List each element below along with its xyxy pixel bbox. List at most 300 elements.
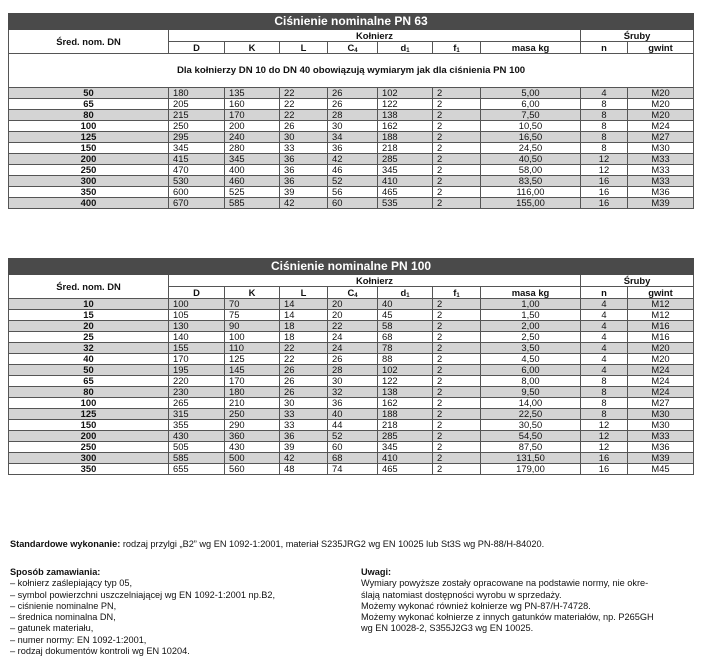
value-cell: 24: [328, 332, 378, 343]
value-cell: 2: [433, 442, 481, 453]
value-cell: 30,50: [481, 420, 581, 431]
value-cell: 30: [328, 376, 378, 387]
value-cell: 410: [378, 176, 433, 187]
value-cell: 250: [225, 409, 280, 420]
value-cell: 4: [581, 310, 628, 321]
value-cell: 8: [581, 99, 628, 110]
list-item: – gatunek materiału,: [10, 623, 345, 634]
value-cell: 195: [169, 365, 225, 376]
value-cell: 2: [433, 143, 481, 154]
remark-line: Możemy wykonać kołnierze z innych gatunków materiałów, np. P265GH: [361, 612, 654, 623]
table-row: [9, 453, 694, 464]
value-cell: 100: [169, 299, 225, 310]
value-cell: 230: [169, 387, 225, 398]
value-cell: M27: [628, 398, 694, 409]
value-cell: 1,00: [481, 299, 581, 310]
value-cell: 28: [328, 110, 378, 121]
value-cell: 22: [280, 343, 328, 354]
value-cell: 2: [433, 354, 481, 365]
value-cell: 465: [378, 464, 433, 475]
value-cell: 250: [169, 121, 225, 132]
dn-header: Śred. nom. DN: [9, 30, 169, 54]
value-cell: 280: [225, 143, 280, 154]
value-cell: 28: [328, 365, 378, 376]
value-cell: 16: [581, 198, 628, 209]
value-cell: 36: [328, 143, 378, 154]
value-cell: 240: [225, 132, 280, 143]
value-cell: 18: [280, 321, 328, 332]
list-item: – ciśnienie nominalne PN,: [10, 601, 345, 612]
col-f1: $f_1$: [433, 287, 481, 299]
value-cell: 2: [433, 176, 481, 187]
table-row: [9, 365, 694, 376]
value-cell: 355: [169, 420, 225, 431]
dn-cell: 100: [9, 398, 169, 409]
list-item: – symbol powierzchni uszczelniającej wg EN 1092-1:2001 np.B2,: [10, 590, 345, 601]
list-item: – numer normy: EN 1092-1:2001,: [10, 635, 345, 646]
value-cell: 18: [280, 332, 328, 343]
value-cell: 22: [280, 99, 328, 110]
value-cell: 285: [378, 431, 433, 442]
value-cell: 8: [581, 398, 628, 409]
value-cell: M16: [628, 332, 694, 343]
value-cell: 2: [433, 198, 481, 209]
value-cell: 14: [280, 310, 328, 321]
value-cell: M27: [628, 132, 694, 143]
value-cell: 16: [581, 187, 628, 198]
value-cell: 170: [169, 354, 225, 365]
dn-cell: 125: [9, 132, 169, 143]
value-cell: 200: [225, 121, 280, 132]
value-cell: M20: [628, 110, 694, 121]
table-row: [9, 198, 694, 209]
table-row: [9, 431, 694, 442]
value-cell: 135: [225, 88, 280, 99]
value-cell: 40: [378, 299, 433, 310]
table-row: [9, 398, 694, 409]
dn-cell: 300: [9, 176, 169, 187]
dn-cell: 10: [9, 299, 169, 310]
value-cell: 2: [433, 376, 481, 387]
value-cell: 14: [280, 299, 328, 310]
dn-cell: 125: [9, 409, 169, 420]
value-cell: 2: [433, 321, 481, 332]
table-row: [9, 376, 694, 387]
table-row: [9, 99, 694, 110]
value-cell: 60: [328, 442, 378, 453]
sruby-header: Śruby: [581, 30, 694, 42]
value-cell: 560: [225, 464, 280, 475]
value-cell: 4: [581, 332, 628, 343]
value-cell: 180: [169, 88, 225, 99]
value-cell: M20: [628, 88, 694, 99]
table-row: [9, 154, 694, 165]
value-cell: 655: [169, 464, 225, 475]
value-cell: M39: [628, 198, 694, 209]
value-cell: 2: [433, 299, 481, 310]
value-cell: 2,00: [481, 321, 581, 332]
col-K: K: [225, 42, 280, 54]
value-cell: 460: [225, 176, 280, 187]
col-n: n: [581, 287, 628, 299]
value-cell: 22,50: [481, 409, 581, 420]
table-row: [9, 110, 694, 121]
value-cell: 465: [378, 187, 433, 198]
value-cell: M36: [628, 187, 694, 198]
value-cell: 170: [225, 376, 280, 387]
value-cell: 2: [433, 310, 481, 321]
value-cell: 36: [280, 431, 328, 442]
value-cell: 24: [328, 343, 378, 354]
value-cell: 670: [169, 198, 225, 209]
value-cell: 110: [225, 343, 280, 354]
list-item: – średnica nominalna DN,: [10, 612, 345, 623]
table-row: [9, 176, 694, 187]
value-cell: 410: [378, 453, 433, 464]
table-row: [9, 121, 694, 132]
ordering-list: [10, 578, 345, 657]
sruby-header: Śruby: [581, 275, 694, 287]
value-cell: 8: [581, 121, 628, 132]
value-cell: M33: [628, 176, 694, 187]
value-cell: 54,50: [481, 431, 581, 442]
value-cell: 1,50: [481, 310, 581, 321]
value-cell: 2: [433, 99, 481, 110]
value-cell: 7,50: [481, 110, 581, 121]
pn100-body: [9, 299, 694, 475]
value-cell: M30: [628, 143, 694, 154]
value-cell: 58: [378, 321, 433, 332]
value-cell: 4: [581, 321, 628, 332]
value-cell: 188: [378, 409, 433, 420]
value-cell: 36: [328, 398, 378, 409]
value-cell: 44: [328, 420, 378, 431]
value-cell: 12: [581, 165, 628, 176]
value-cell: 74: [328, 464, 378, 475]
value-cell: 430: [225, 442, 280, 453]
table-row: [9, 354, 694, 365]
value-cell: 360: [225, 431, 280, 442]
standard-label: Standardowe wykonanie:: [10, 539, 121, 549]
value-cell: 12: [581, 154, 628, 165]
value-cell: 4: [581, 365, 628, 376]
value-cell: 400: [225, 165, 280, 176]
dn-cell: 250: [9, 165, 169, 176]
value-cell: 2: [433, 409, 481, 420]
col-d1: $d_1$: [378, 42, 433, 54]
value-cell: 48: [280, 464, 328, 475]
dn-header: Śred. nom. DN: [9, 275, 169, 299]
list-item: – kołnierz zaślepiający typ 05,: [10, 578, 345, 589]
col-masa: masa kg: [481, 287, 581, 299]
value-cell: 2: [433, 165, 481, 176]
value-cell: 12: [581, 420, 628, 431]
value-cell: 22: [280, 88, 328, 99]
table-row: [9, 442, 694, 453]
value-cell: 345: [378, 165, 433, 176]
value-cell: M24: [628, 376, 694, 387]
value-cell: 345: [378, 442, 433, 453]
value-cell: 24,50: [481, 143, 581, 154]
table-row: [9, 332, 694, 343]
value-cell: 2: [433, 431, 481, 442]
value-cell: 22: [328, 321, 378, 332]
value-cell: 42: [280, 198, 328, 209]
value-cell: 2: [433, 88, 481, 99]
value-cell: M12: [628, 310, 694, 321]
value-cell: 75: [225, 310, 280, 321]
value-cell: 105: [169, 310, 225, 321]
value-cell: 160: [225, 99, 280, 110]
value-cell: 8,00: [481, 376, 581, 387]
dn-cell: 25: [9, 332, 169, 343]
value-cell: 40: [328, 409, 378, 420]
value-cell: 30: [280, 132, 328, 143]
value-cell: 6,00: [481, 99, 581, 110]
table-row: [9, 464, 694, 475]
value-cell: 218: [378, 143, 433, 154]
value-cell: 32: [328, 387, 378, 398]
value-cell: 585: [225, 198, 280, 209]
pn100-table: [8, 258, 694, 475]
dn-cell: 150: [9, 143, 169, 154]
col-n: n: [581, 42, 628, 54]
value-cell: M45: [628, 464, 694, 475]
value-cell: 125: [225, 354, 280, 365]
dn-cell: 40: [9, 354, 169, 365]
remark-line: Wymiary powyższe zostały opracowane na podstawie normy, nie okre-: [361, 578, 649, 589]
value-cell: 179,00: [481, 464, 581, 475]
value-cell: 116,00: [481, 187, 581, 198]
dn-cell: 350: [9, 464, 169, 475]
value-cell: 26: [328, 354, 378, 365]
value-cell: 26: [280, 365, 328, 376]
value-cell: 180: [225, 387, 280, 398]
value-cell: 205: [169, 99, 225, 110]
value-cell: 8: [581, 132, 628, 143]
value-cell: M24: [628, 121, 694, 132]
value-cell: M20: [628, 343, 694, 354]
value-cell: M30: [628, 420, 694, 431]
value-cell: 68: [378, 332, 433, 343]
value-cell: 33: [280, 143, 328, 154]
value-cell: 30: [328, 121, 378, 132]
value-cell: 26: [280, 387, 328, 398]
col-d1: $d_1$: [378, 287, 433, 299]
value-cell: 2: [433, 110, 481, 121]
value-cell: 83,50: [481, 176, 581, 187]
dn-cell: 20: [9, 321, 169, 332]
ordering-title: Sposób zamawiania:: [10, 567, 101, 577]
value-cell: 78: [378, 343, 433, 354]
col-f1: $f_1$: [433, 42, 481, 54]
value-cell: M33: [628, 154, 694, 165]
dn-cell: 100: [9, 121, 169, 132]
value-cell: 4: [581, 354, 628, 365]
dn-cell: 300: [9, 453, 169, 464]
col-D: D: [169, 42, 225, 54]
table-row: [9, 321, 694, 332]
value-cell: 16: [581, 453, 628, 464]
value-cell: M24: [628, 387, 694, 398]
value-cell: 218: [378, 420, 433, 431]
value-cell: 42: [280, 453, 328, 464]
value-cell: M33: [628, 165, 694, 176]
value-cell: 162: [378, 121, 433, 132]
value-cell: 100: [225, 332, 280, 343]
value-cell: 265: [169, 398, 225, 409]
col-D: D: [169, 287, 225, 299]
table-row: [9, 143, 694, 154]
value-cell: 46: [328, 165, 378, 176]
table-row: [9, 88, 694, 99]
value-cell: 45: [378, 310, 433, 321]
value-cell: 155: [169, 343, 225, 354]
value-cell: 90: [225, 321, 280, 332]
pn100-title: Ciśnienie nominalne PN 100: [9, 259, 694, 275]
value-cell: 42: [328, 154, 378, 165]
dn-cell: 50: [9, 365, 169, 376]
remark-line: ślają natomiast dostępności wyrobu w sprzedaży.: [361, 589, 562, 600]
value-cell: 4: [581, 343, 628, 354]
value-cell: 600: [169, 187, 225, 198]
value-cell: 40,50: [481, 154, 581, 165]
value-cell: 36: [280, 154, 328, 165]
standard-execution: [10, 539, 695, 549]
dn-cell: 65: [9, 376, 169, 387]
pn63-body: [9, 88, 694, 209]
pn63-table: [8, 13, 694, 209]
col-C4: $C_4$: [328, 287, 378, 299]
value-cell: 2: [433, 132, 481, 143]
value-cell: 138: [378, 387, 433, 398]
value-cell: 2: [433, 332, 481, 343]
remarks-lines: [361, 578, 696, 634]
value-cell: 500: [225, 453, 280, 464]
col-L: L: [280, 42, 328, 54]
value-cell: 285: [378, 154, 433, 165]
value-cell: 33: [280, 409, 328, 420]
value-cell: 70: [225, 299, 280, 310]
dn-cell: 65: [9, 99, 169, 110]
value-cell: 33: [280, 420, 328, 431]
col-K: K: [225, 287, 280, 299]
value-cell: 530: [169, 176, 225, 187]
remark-line: wg EN 10028-2, S355J2G3 wg EN 10025.: [361, 623, 534, 634]
remarks-section: [361, 567, 696, 635]
value-cell: 122: [378, 376, 433, 387]
value-cell: 30: [280, 398, 328, 409]
value-cell: 415: [169, 154, 225, 165]
value-cell: 22: [280, 354, 328, 365]
dn-cell: 250: [9, 442, 169, 453]
table-row: [9, 420, 694, 431]
value-cell: 5,00: [481, 88, 581, 99]
value-cell: 585: [169, 453, 225, 464]
value-cell: 39: [280, 442, 328, 453]
value-cell: 4: [581, 88, 628, 99]
dn-cell: 200: [9, 154, 169, 165]
value-cell: 170: [225, 110, 280, 121]
table-row: [9, 187, 694, 198]
value-cell: 26: [280, 376, 328, 387]
kolnierz-header: Kołnierz: [169, 30, 581, 42]
value-cell: 8: [581, 143, 628, 154]
value-cell: 525: [225, 187, 280, 198]
dn-cell: 80: [9, 110, 169, 121]
value-cell: 2: [433, 398, 481, 409]
value-cell: 2,50: [481, 332, 581, 343]
value-cell: 2: [433, 420, 481, 431]
ordering-section: [10, 567, 345, 657]
value-cell: 220: [169, 376, 225, 387]
value-cell: 470: [169, 165, 225, 176]
value-cell: 2: [433, 365, 481, 376]
value-cell: M39: [628, 453, 694, 464]
value-cell: 535: [378, 198, 433, 209]
value-cell: M24: [628, 365, 694, 376]
value-cell: 36: [280, 165, 328, 176]
value-cell: 2: [433, 464, 481, 475]
value-cell: 210: [225, 398, 280, 409]
value-cell: 68: [328, 453, 378, 464]
table-row: [9, 132, 694, 143]
table-row: [9, 310, 694, 321]
value-cell: 4: [581, 299, 628, 310]
value-cell: 6,00: [481, 365, 581, 376]
pn63-note: Dla kołnierzy DN 10 do DN 40 obowiązują wymiarym jak dla ciśnienia PN 100: [9, 54, 694, 88]
value-cell: 34: [328, 132, 378, 143]
remark-line: Możemy wykonać również kołnierze wg PN-87/H-74728.: [361, 600, 591, 611]
value-cell: 14,00: [481, 398, 581, 409]
dn-cell: 32: [9, 343, 169, 354]
value-cell: 56: [328, 187, 378, 198]
value-cell: 52: [328, 176, 378, 187]
value-cell: 39: [280, 187, 328, 198]
value-cell: 8: [581, 110, 628, 121]
value-cell: 4,50: [481, 354, 581, 365]
col-gwint: gwint: [628, 42, 694, 54]
value-cell: 290: [225, 420, 280, 431]
value-cell: 3,50: [481, 343, 581, 354]
value-cell: M20: [628, 99, 694, 110]
dn-cell: 150: [9, 420, 169, 431]
dn-cell: 80: [9, 387, 169, 398]
dn-cell: 50: [9, 88, 169, 99]
standard-text: rodzaj przylgi „B2” wg EN 1092-1:2001, materiał S235JRG2 wg EN 10025 lub St3S wg PN-88/H-84020.: [120, 539, 545, 549]
value-cell: 215: [169, 110, 225, 121]
value-cell: 26: [328, 99, 378, 110]
value-cell: 140: [169, 332, 225, 343]
value-cell: M12: [628, 299, 694, 310]
value-cell: 22: [280, 110, 328, 121]
value-cell: 16,50: [481, 132, 581, 143]
value-cell: 60: [328, 198, 378, 209]
value-cell: 10,50: [481, 121, 581, 132]
value-cell: 102: [378, 88, 433, 99]
value-cell: 130: [169, 321, 225, 332]
dn-cell: 350: [9, 187, 169, 198]
value-cell: 430: [169, 431, 225, 442]
value-cell: 2: [433, 343, 481, 354]
table-row: [9, 387, 694, 398]
value-cell: 162: [378, 398, 433, 409]
value-cell: 8: [581, 376, 628, 387]
value-cell: 26: [328, 88, 378, 99]
col-L: L: [280, 287, 328, 299]
value-cell: 52: [328, 431, 378, 442]
value-cell: 155,00: [481, 198, 581, 209]
